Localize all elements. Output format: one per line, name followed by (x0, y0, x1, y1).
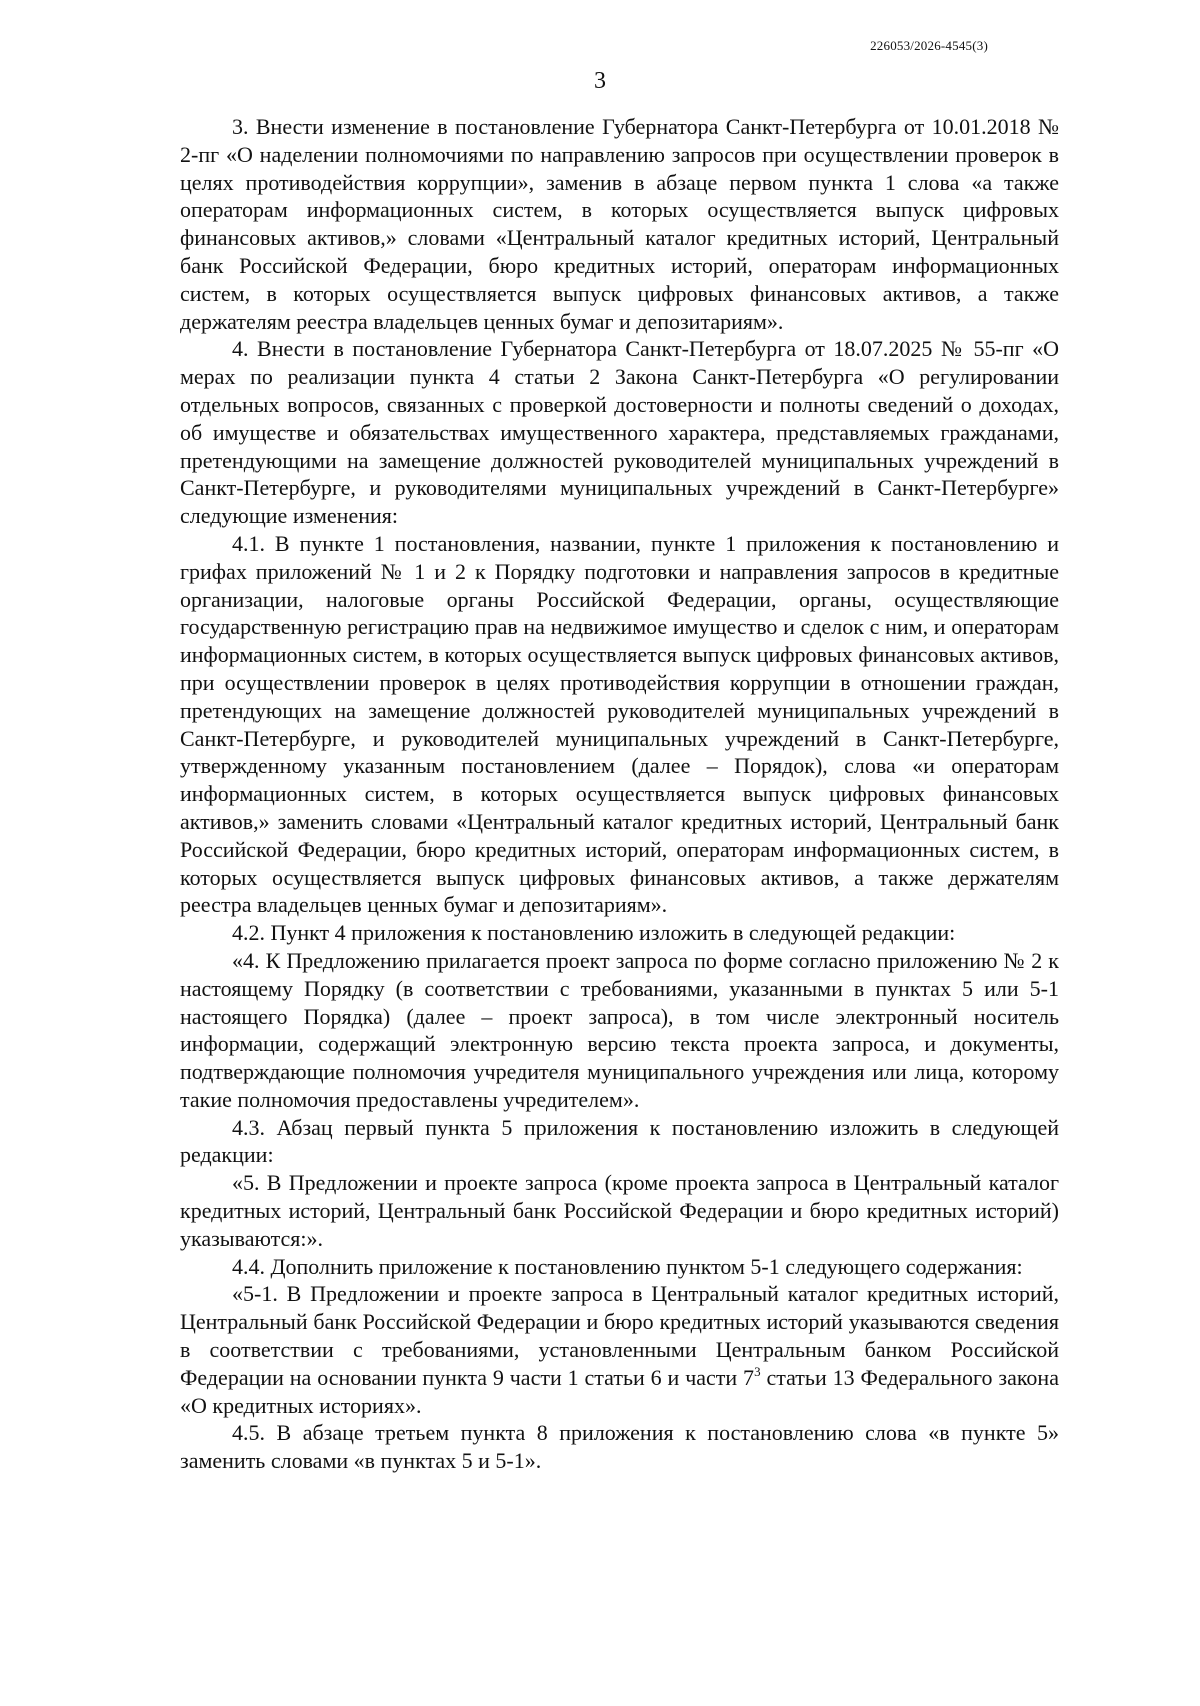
paragraph-4-2: 4.2. Пункт 4 приложения к постановлению изложить в следующей редакции: (232, 920, 956, 946)
superscript-3: 3 (754, 1363, 761, 1379)
paragraph-4-5: 4.5. В абзаце третьем пункта 8 приложения к постановлению слова «в пункте 5» заменить словами «в пунктах 5 и 5-1». (180, 1420, 1059, 1474)
quoted-point-5: «5. В Предложении и проекте запроса (кроме проекта запроса в Центральный каталог кредитных историй, Центральный банк Российской Федерации и бюро кредитных историй) указываются:». (180, 1170, 1059, 1251)
quoted-point-5-1 (180, 1280, 1059, 1419)
paragraph-4-4: 4.4. Дополнить приложение к постановлению пунктом 5-1 следующего содержания: (232, 1253, 1023, 1279)
page-number: 3 (594, 68, 606, 94)
paragraph-3: 3. Внести изменение в постановление Губернатора Санкт-Петербурга от 10.01.2018 № 2-пг «О наделении полномочиями по направлению запросов при осуществлении проверок в целях противодействия коррупции», заменив в абзаце первом пункта 1 слова «а также операторам информационных систем, в которых осуществляется выпуск цифровых финансовых активов,» словами «Центральный каталог кредитных историй, Центральный банк Российской Федерации, бюро кредитных историй, операторам информационных систем, в которых осуществляется выпуск цифровых финансовых активов, а также держателям реестра владельцев ценных бумаг и депозитариям». (180, 114, 1059, 334)
document-body (180, 113, 1059, 1475)
paragraph-4-1: 4.1. В пункте 1 постановления, названии, пункте 1 приложения к постановлению и грифах приложений № 1 и 2 к Порядку подготовки и направления запросов в кредитные организации, налоговые органы Российской Федерации, органы, осуществляющие государственную регистрацию прав на недвижимое имущество и сделок с ним, и операторам информационных систем, в которых осуществляется выпуск цифровых финансовых активов, при осуществлении проверок в целях противодействия коррупции в отношении граждан, претендующих на замещение должностей руководителей муниципальных учреждений в Санкт-Петербурге, и руководителей муниципальных учреждений в Санкт-Петербурге, утвержденному указанным постановлением (далее – Порядок), слова «и операторам информационных систем, в которых осуществляется выпуск цифровых финансовых активов,» заменить словами «Центральный каталог кредитных историй, Центральный банк Российской Федерации, бюро кредитных историй, операторам информационных систем, в которых осуществляется выпуск цифровых финансовых активов, а также держателям реестра владельцев ценных бумаг и депозитариям». (180, 530, 1059, 918)
point-5-1-text: «5-1. В Предложении и проекте запроса в Центральный каталог кредитных историй, Центральный банк Российской Федерации и бюро кредитных историй указываются сведения в соответствии с требованиями, установленными Центральным банком Российской Федерации на основании пункта 9 части 1 статьи 6 и части 7 (180, 1281, 1059, 1390)
paragraph-4: 4. Внести в постановление Губернатора Санкт-Петербурга от 18.07.2025 № 55-пг «О мерах по реализации пункта 4 статьи 2 Закона Санкт-Петербурга «О регулировании отдельных вопросов, связанных с проверкой достоверности и полноты сведений о доходах, об имуществе и обязательствах имущественного характера, представляемых гражданами, претендующими на замещение должностей руководителей муниципальных учреждений в Санкт-Петербурге, и руководителями муниципальных учреждений в Санкт-Петербурге» следующие изменения: (180, 336, 1059, 529)
document-code: 226053/2026-4545(3) (870, 38, 988, 53)
quoted-point-4: «4. К Предложению прилагается проект запроса по форме согласно приложению № 2 к настоящему Порядку (в соответствии с требованиями, указанными в пунктах 5 или 5-1 настоящего Порядка) (далее – проект запроса), в том числе электронный носитель информации, содержащий электронную версию текста проекта запроса, и документы, подтверждающие полномочия учредителя муниципального учреждения или лица, которому такие полномочия предоставлены учредителем». (180, 947, 1059, 1112)
paragraph-4-3: 4.3. Абзац первый пункта 5 приложения к постановлению изложить в следующей редакции: (180, 1114, 1059, 1168)
point-5-1-tail: статьи 13 Федерального закона «О кредитных историях». (180, 1364, 1059, 1418)
